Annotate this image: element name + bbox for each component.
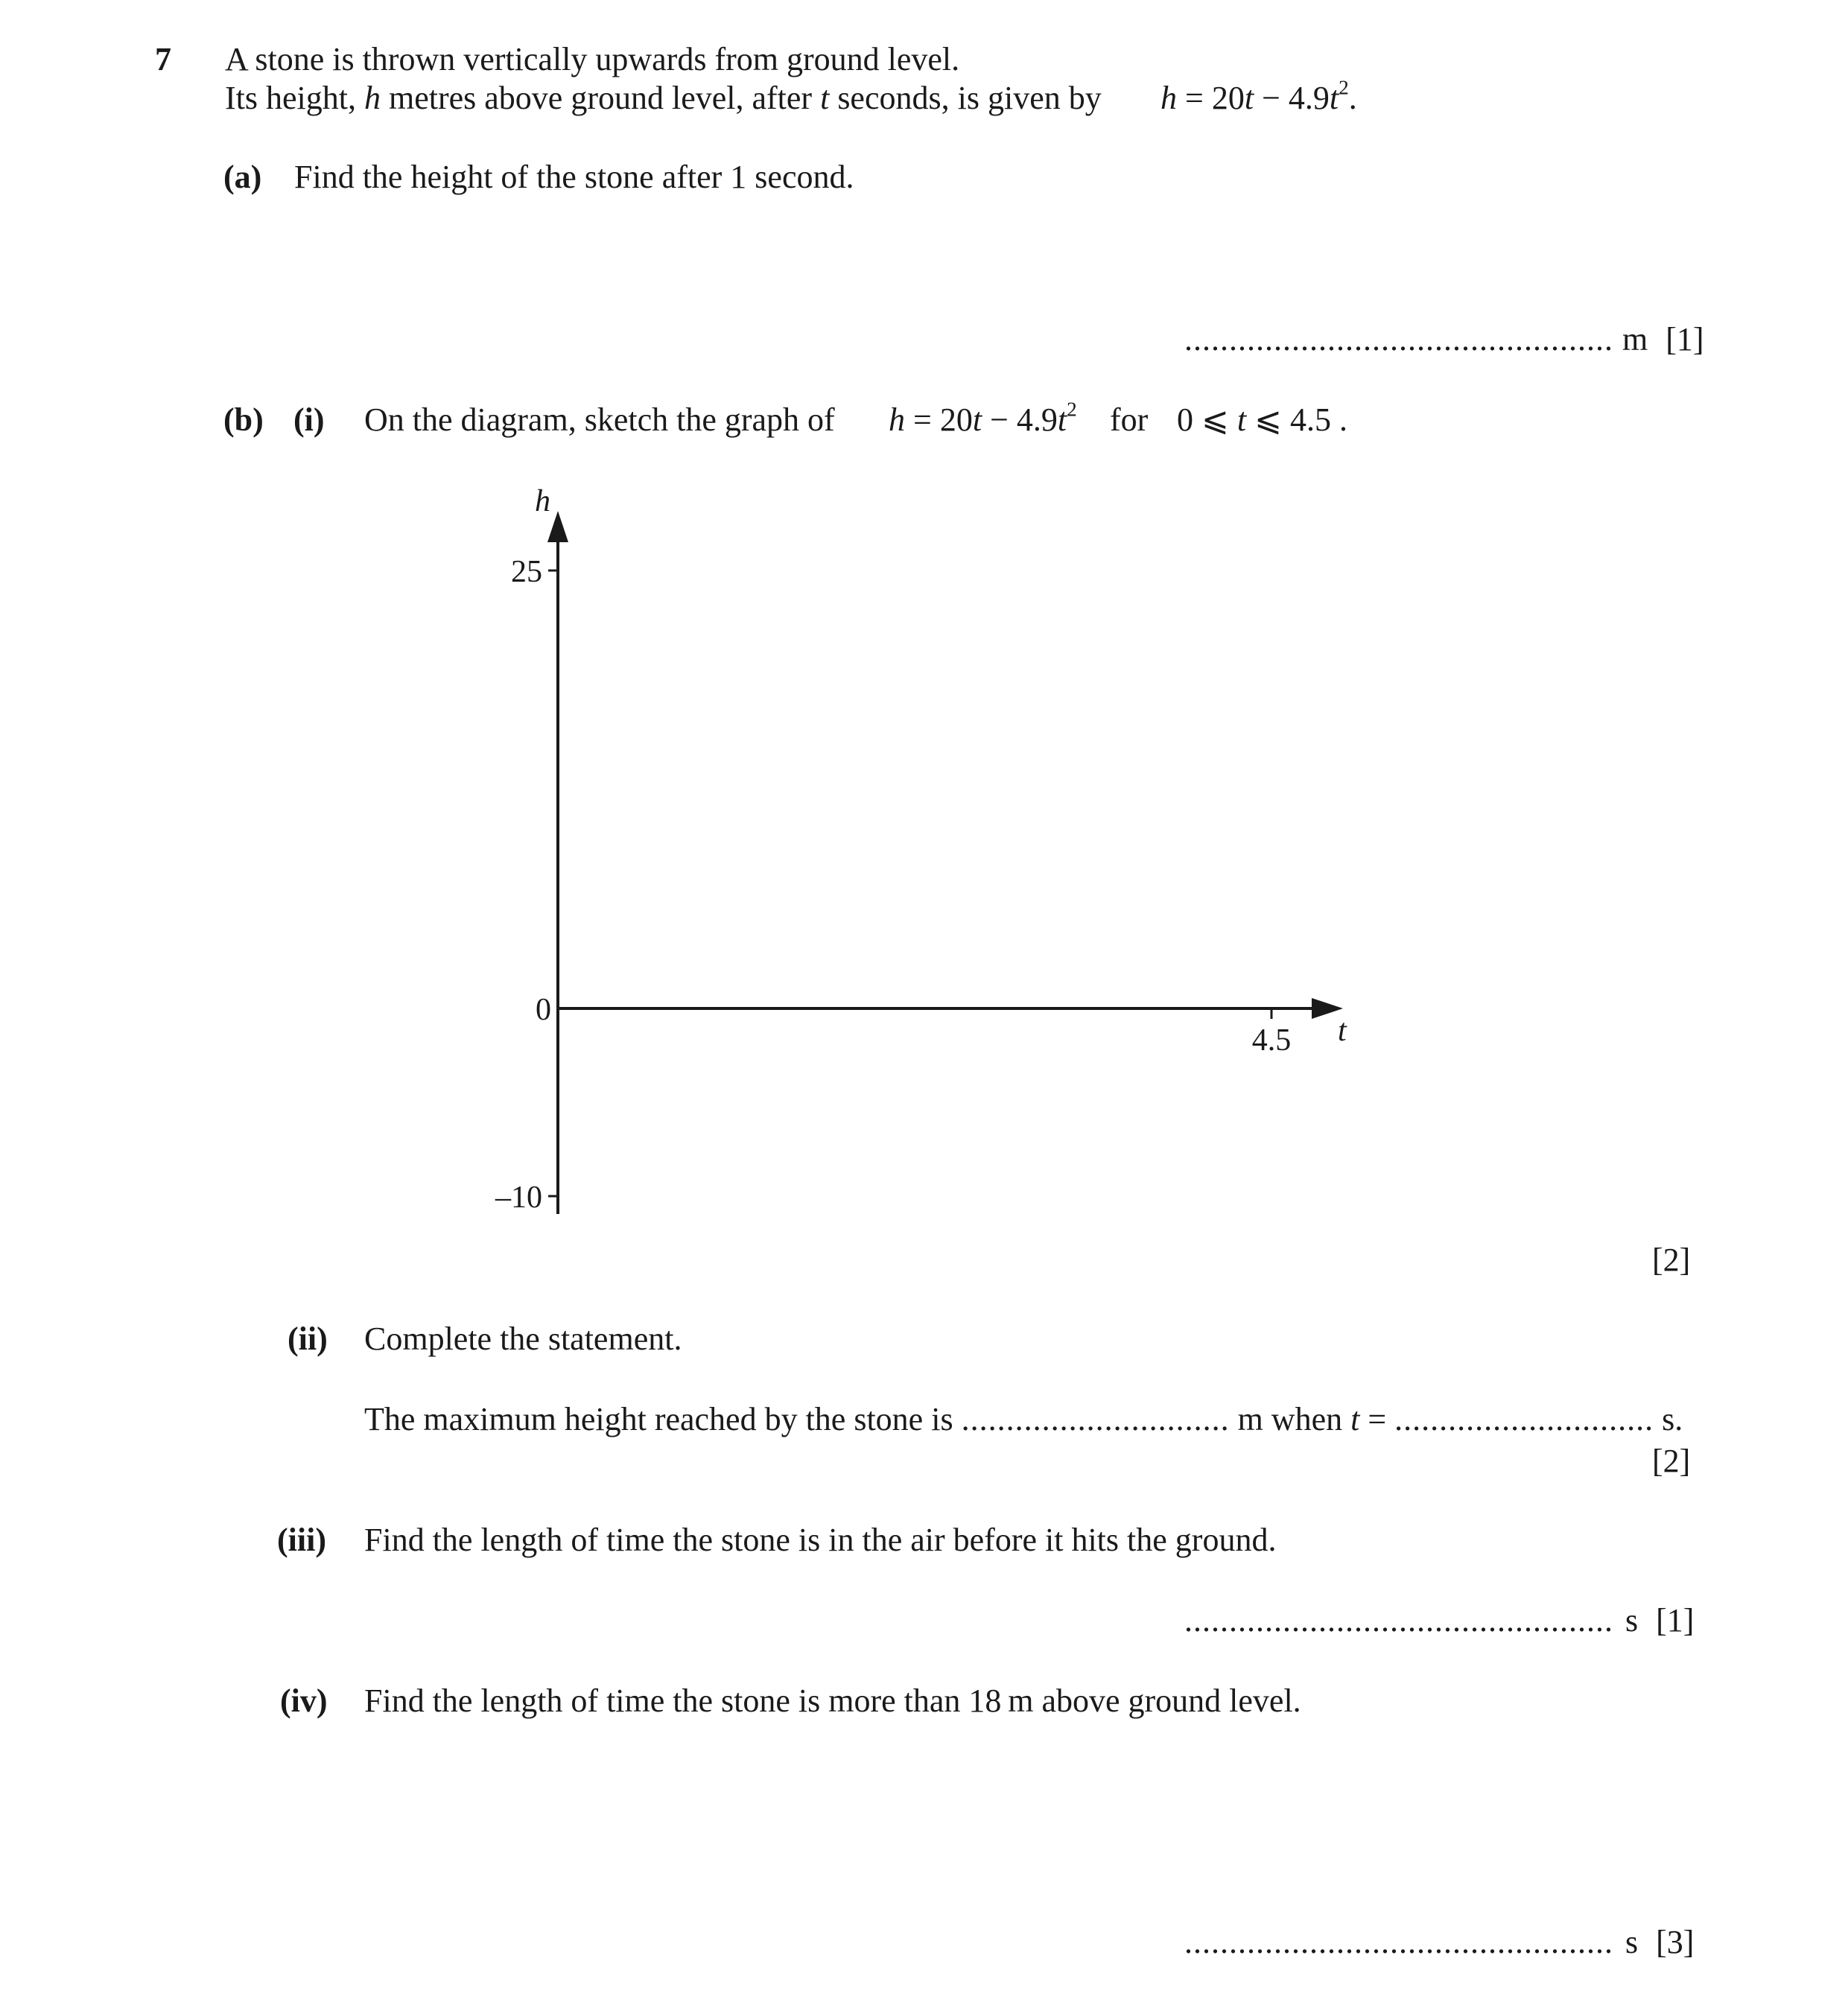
part-a-label: (a): [223, 159, 262, 195]
eq-h: h: [889, 401, 905, 438]
h-axis-label: h: [535, 484, 550, 518]
statement-c: =: [1359, 1401, 1395, 1437]
eq-t2: t: [1057, 401, 1067, 438]
marks: [1]: [1656, 1602, 1695, 1639]
t-axis-label: t: [1338, 1014, 1347, 1048]
part-b-iv-answer-line[interactable]: [1184, 1926, 1694, 1959]
answer-unit: s: [1625, 1924, 1639, 1960]
intro-text-a: Its height,: [225, 80, 364, 116]
part-b-i-for: for: [1110, 401, 1149, 438]
max-height-answer-dots[interactable]: ..............................: [961, 1401, 1230, 1437]
part-b-ii-marks: [2]: [1652, 1443, 1691, 1479]
eq-mid: = 20: [905, 401, 973, 438]
part-b-i-text: On the diagram, sketch the graph of: [364, 401, 835, 438]
part-b-ii-label: (ii): [288, 1321, 328, 1357]
intro-var-t: t: [820, 80, 830, 116]
part-b-iii-answer-line[interactable]: [1184, 1604, 1694, 1637]
part-b-iii-label: (iii): [277, 1522, 326, 1558]
time-answer-dots[interactable]: .............................: [1394, 1401, 1654, 1437]
question-number: 7: [155, 41, 171, 77]
range-a: 0 ⩽: [1177, 401, 1237, 438]
question-intro-line1: A stone is thrown vertically upwards from ground level.: [225, 41, 960, 77]
marks: [1]: [1666, 321, 1704, 358]
statement-t: t: [1350, 1401, 1360, 1437]
eq-end: .: [1348, 80, 1357, 116]
statement-end: s.: [1654, 1401, 1683, 1437]
eq-lhs: h: [1160, 80, 1177, 116]
part-b-iv-text: Find the length of time the stone is more than 18 m above ground level.: [364, 1682, 1301, 1719]
h-tick-label-25: 25: [511, 555, 542, 589]
range-t: t: [1236, 401, 1247, 438]
statement-a: The maximum height reached by the stone is: [364, 1401, 962, 1437]
eq-power: 2: [1067, 398, 1077, 421]
eq-power: 2: [1339, 76, 1349, 99]
intro-text-c: seconds, is given by: [829, 80, 1102, 116]
intro-var-h: h: [363, 80, 381, 116]
part-b-label: (b): [223, 401, 264, 438]
answer-unit: s: [1625, 1602, 1639, 1639]
range-b: ⩽ 4.5 .: [1246, 401, 1347, 438]
answer-dots: ................................................: [1184, 1924, 1613, 1960]
answer-dots: ................................................: [1184, 321, 1613, 358]
h-axis-arrowhead: [547, 511, 568, 542]
h-tick-label-0: 0: [536, 993, 551, 1027]
intro-text-b: metres above ground level, after: [380, 80, 821, 116]
eq-t: t: [1244, 80, 1254, 116]
eq-minus: − 4.9: [982, 401, 1058, 438]
eq-minus: − 4.9: [1254, 80, 1330, 116]
eq-t: t: [972, 401, 982, 438]
part-b-ii-statement[interactable]: [364, 1403, 1683, 1436]
answer-dots: ................................................: [1184, 1602, 1613, 1639]
answer-unit: m: [1622, 321, 1648, 358]
part-b-iii-text: Find the length of time the stone is in the air before it hits the ground.: [364, 1522, 1277, 1558]
marks: [3]: [1656, 1924, 1695, 1960]
eq-eq: = 20: [1177, 80, 1245, 116]
t-tick-label-4-5: 4.5: [1251, 1023, 1292, 1058]
part-b-iv-label: (iv): [280, 1682, 328, 1719]
eq-t2: t: [1329, 80, 1339, 116]
part-b-i-label: (i): [293, 401, 325, 438]
h-tick-label-minus10: –10: [495, 1180, 542, 1215]
statement-b: m when: [1229, 1401, 1351, 1437]
part-a-text: Find the height of the stone after 1 second.: [294, 159, 854, 195]
part-b-i-marks: [2]: [1652, 1242, 1691, 1278]
part-b-ii-text: Complete the statement.: [364, 1321, 682, 1357]
